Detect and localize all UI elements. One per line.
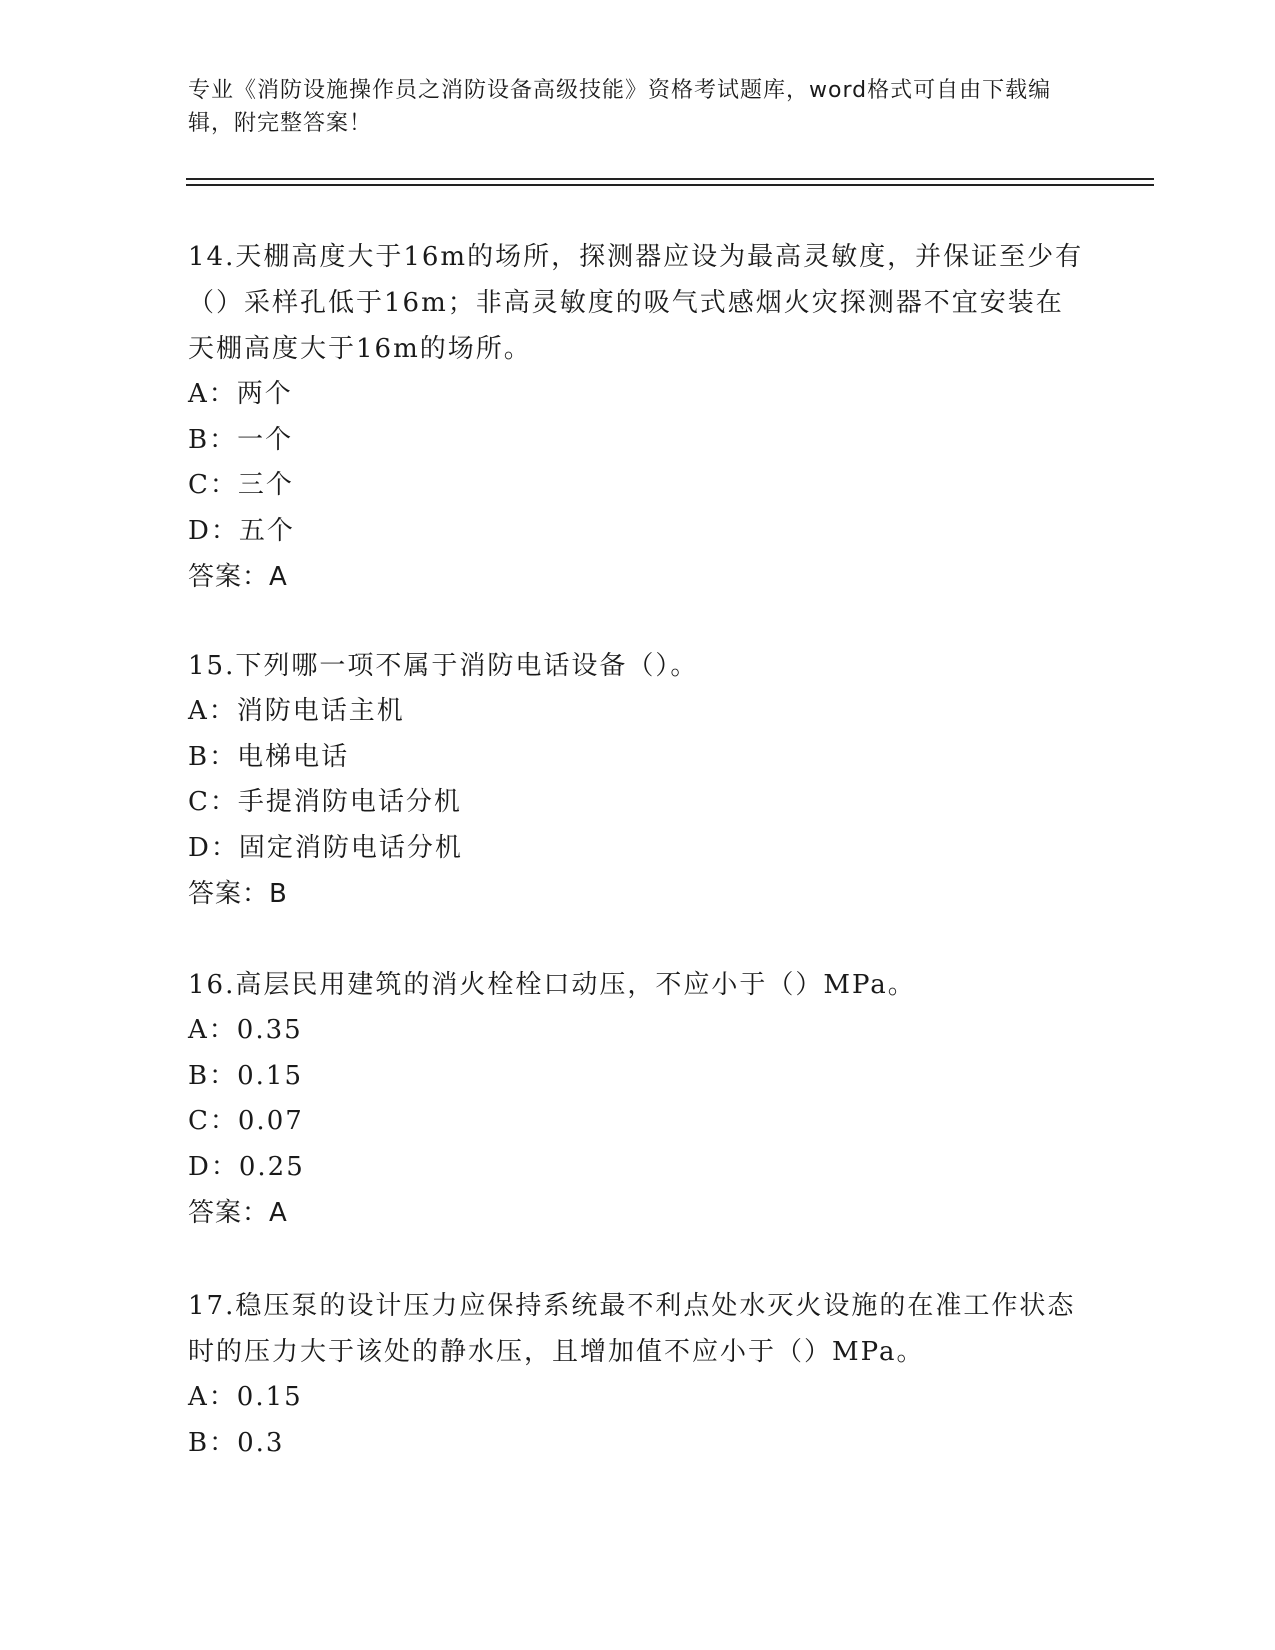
option-d: D：五个: [188, 515, 295, 546]
option-a: A：0.35: [188, 1015, 303, 1045]
option-b: B：一个: [188, 424, 294, 455]
option-c: C：手提消防电话分机: [188, 787, 462, 817]
question-15: [188, 643, 1088, 917]
option-b: B：0.15: [188, 1060, 303, 1091]
option-b: B：0.3: [188, 1427, 285, 1458]
header-divider-bottom: [186, 184, 1154, 186]
option-d: D：0.25: [188, 1151, 305, 1182]
question-16: [188, 962, 1088, 1236]
answer: 答案：A: [188, 562, 288, 592]
option-a: A：两个: [188, 379, 293, 409]
question-stem: 15.下列哪一项不属于消防电话设备（）。: [188, 651, 699, 681]
option-a: A：消防电话主机: [188, 696, 405, 726]
answer: 答案：B: [188, 879, 288, 909]
option-d: D：固定消防电话分机: [188, 832, 463, 863]
question-17: [188, 1283, 1088, 1466]
document-header: 专业《消防设施操作员之消防设备高级技能》资格考试题库，word格式可自由下载编辑，附完整答案！: [188, 78, 1052, 136]
option-a: A：0.15: [188, 1382, 303, 1412]
question-stem: 17.稳压泵的设计压力应保持系统最不利点处水灭火设施的在准工作状态时的压力大于该处的静水压，且增加值不应小于（）MPa。: [188, 1291, 1076, 1367]
question-stem: 16.高层民用建筑的消火栓栓口动压，不应小于（）MPa。: [188, 970, 916, 1000]
question-stem: 14.天棚高度大于16m的场所，探测器应设为最高灵敏度，并保证至少有（）采样孔低于16m；非高灵敏度的吸气式感烟火灾探测器不宜安装在天棚高度大于16m的场所。: [188, 242, 1084, 364]
answer: 答案：A: [188, 1198, 288, 1228]
header-divider-top: [186, 178, 1154, 180]
option-c: C：三个: [188, 470, 294, 500]
question-14: [188, 234, 1088, 600]
option-c: C：0.07: [188, 1106, 304, 1136]
option-b: B：电梯电话: [188, 741, 350, 772]
